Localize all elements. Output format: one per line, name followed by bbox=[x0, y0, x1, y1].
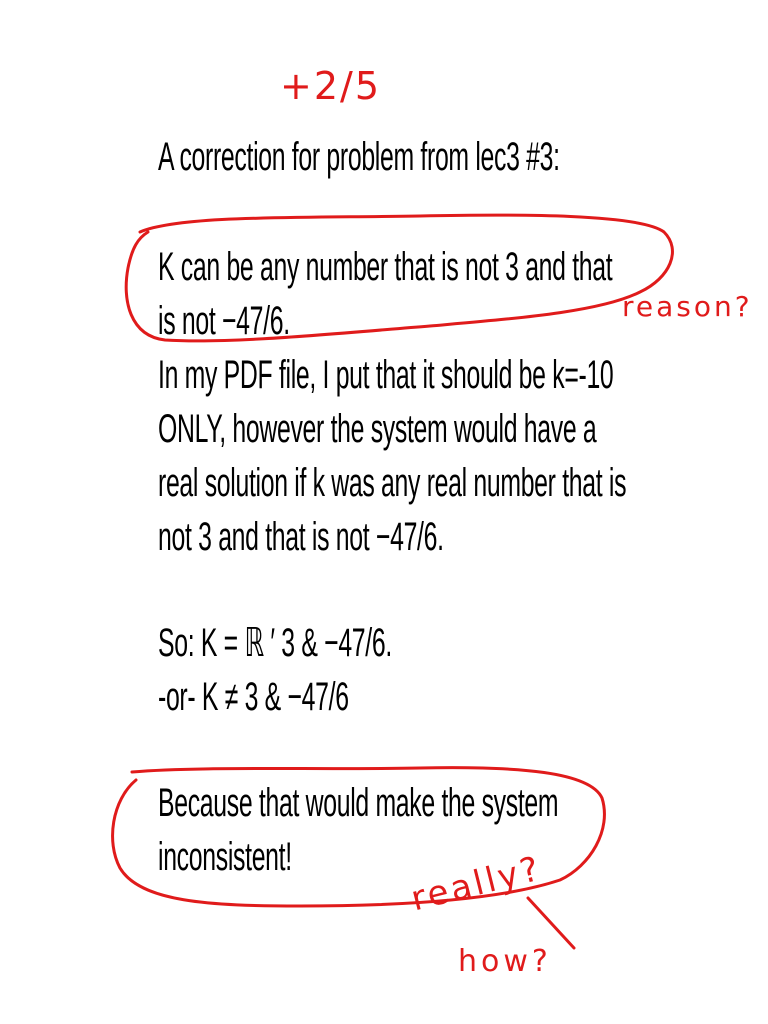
text-line: inconsistent! bbox=[158, 835, 292, 879]
text-line: So: K = ℝ ′ 3 & −47/6. bbox=[158, 621, 392, 665]
how-annotation: how? bbox=[458, 944, 552, 979]
really-annotation: really? bbox=[407, 848, 546, 920]
text-line: K can be any number that is not 3 and that bbox=[158, 245, 613, 289]
text-line: not 3 and that is not −47/6. bbox=[158, 515, 444, 559]
text-line: -or- K ≠ 3 & −47/6 bbox=[158, 675, 349, 719]
text-line: is not −47/6. bbox=[158, 299, 290, 343]
text-line: In my PDF file, I put that it should be k=-10 bbox=[158, 353, 614, 397]
ink-strike bbox=[528, 898, 574, 948]
text-line: ONLY, however the system would have a bbox=[158, 407, 597, 451]
text-line: Because that would make the system bbox=[158, 781, 559, 825]
reason-annotation: reason? bbox=[622, 290, 753, 323]
text-line: real solution if k was any real number that is bbox=[158, 461, 627, 505]
grade-annotation: +2/5 bbox=[280, 64, 381, 108]
heading-line: A correction for problem from lec3 #3: bbox=[158, 135, 560, 179]
